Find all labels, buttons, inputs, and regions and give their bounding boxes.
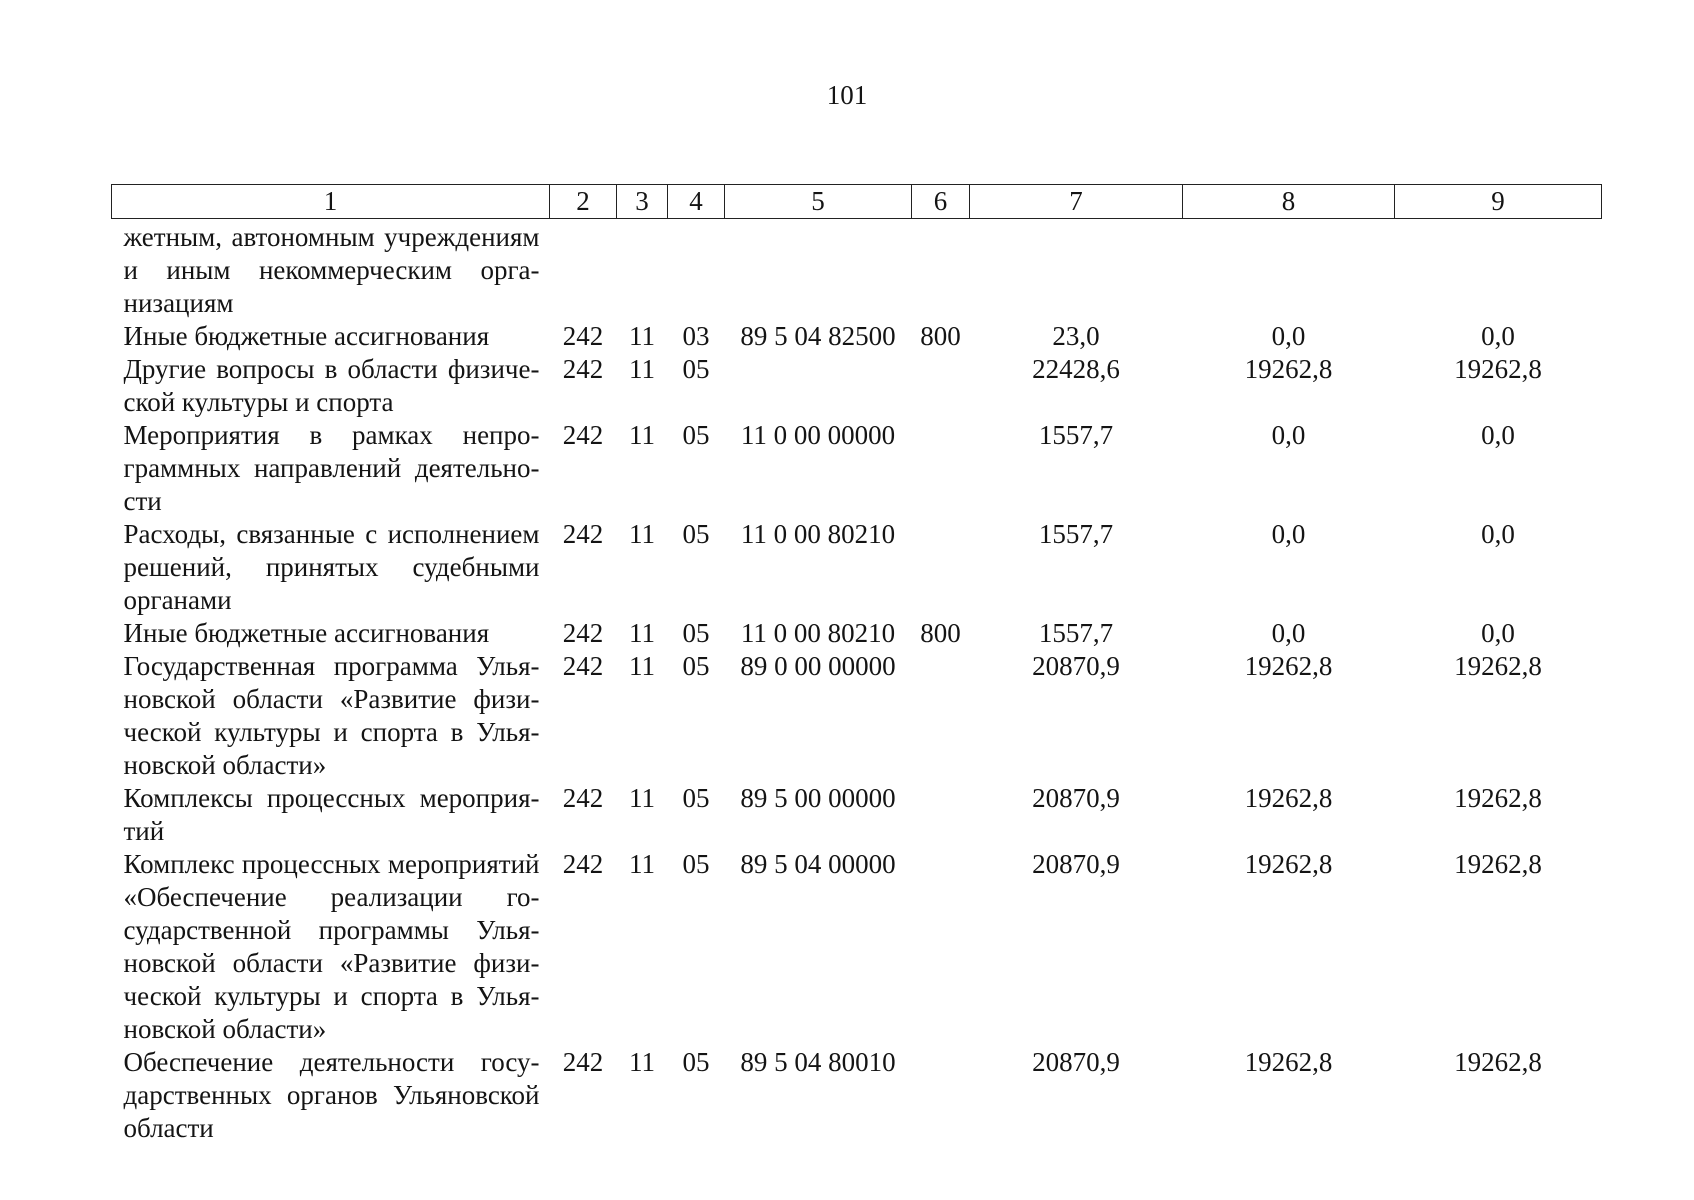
header-row [112,185,1602,219]
subsection-code: 05 [682,618,710,648]
amount-col-7: 22428,6 [1032,354,1120,384]
table-header [112,185,1602,219]
amount-col-9: 19262,8 [1454,849,1542,879]
amount-col-7: 20870,9 [1032,651,1120,681]
expense-type-code [912,518,970,617]
amount-col-8 [1183,219,1395,321]
amount-col-9: 19262,8 [1454,783,1542,813]
amount-col-8: 19262,8 [1244,783,1333,813]
table-body [112,219,1602,1146]
expense-type-code [912,219,970,321]
item-name: Другие вопросы в области физической культуры и спорта [123,354,540,417]
section-code: 11 [629,783,655,813]
ministry-code: 242 [562,420,604,450]
table-row [112,219,1602,321]
expense-type-code [912,782,970,848]
item-name: Иные бюджетные ассигнования [123,618,490,648]
expense-type-code: 800 [920,618,961,648]
expense-type-code [912,848,970,1046]
amount-col-7 [970,219,1183,321]
subsection-code [668,219,725,321]
section-code: 11 [629,618,655,648]
amount-col-9: 0,0 [1481,519,1515,549]
ministry-code: 242 [562,849,604,879]
item-name: жетным, автономным учреждениям и иным некоммерческим организациям [123,222,540,318]
section-code: 11 [629,354,655,384]
ministry-code: 242 [562,1047,604,1077]
amount-col-7: 1557,7 [1038,519,1114,549]
ministry-code: 242 [562,354,604,384]
subsection-code: 05 [682,849,710,879]
expense-type-code [912,419,970,518]
column-header-3: 3 [617,185,668,219]
expense-type-code: 800 [920,321,961,351]
amount-col-8: 0,0 [1271,618,1306,648]
item-name: Обеспечение деятельности государственных органов Ульяновской области [123,1047,540,1143]
table-row [112,320,1602,353]
section-code: 11 [629,849,655,879]
amount-col-8: 19262,8 [1244,849,1333,879]
column-header-6: 6 [912,185,970,219]
amount-col-9 [1395,219,1602,321]
subsection-code: 05 [682,651,710,681]
amount-col-9: 19262,8 [1454,1047,1542,1077]
section-code: 11 [629,1047,655,1077]
target-article-code: 11 0 00 80210 [740,519,896,549]
section-code: 11 [629,519,655,549]
column-header-7: 7 [970,185,1183,219]
ministry-code [550,219,617,321]
subsection-code: 05 [682,783,710,813]
table-row [112,1046,1602,1145]
column-header-4: 4 [668,185,725,219]
table-row [112,848,1602,1046]
amount-col-8: 19262,8 [1244,354,1333,384]
amount-col-8: 0,0 [1271,519,1306,549]
ministry-code: 242 [562,651,604,681]
section-code: 11 [629,321,655,351]
amount-col-8: 0,0 [1271,420,1306,450]
ministry-code: 242 [562,618,604,648]
target-article-code: 11 0 00 80210 [740,618,896,648]
table-row [112,353,1602,419]
amount-col-7: 1557,7 [1038,420,1114,450]
column-header-2: 2 [550,185,617,219]
section-code: 11 [629,651,655,681]
amount-col-7: 20870,9 [1032,1047,1120,1077]
target-article-code [725,219,912,321]
amount-col-8: 0,0 [1271,321,1306,351]
ministry-code: 242 [562,783,604,813]
target-article-code: 89 5 04 80010 [740,1047,896,1077]
budget-table [111,184,1602,1145]
amount-col-7: 20870,9 [1032,783,1120,813]
target-article-code: 89 5 04 00000 [740,849,896,879]
amount-col-9: 0,0 [1481,420,1515,450]
target-article-code: 89 0 00 00000 [740,651,896,681]
item-name: Иные бюджетные ассигнования [123,321,490,351]
item-name: Комплекс процессных мероприятий «Обеспечение реализации государственной программы Ульяновской области «Развитие физической культуры и спорта в Ульяновской области» [123,849,540,1044]
amount-col-8: 19262,8 [1244,651,1333,681]
table-row [112,518,1602,617]
amount-col-7: 1557,7 [1038,618,1114,648]
subsection-code: 05 [682,1047,710,1077]
amount-col-9: 19262,8 [1454,651,1542,681]
target-article-code [725,353,912,419]
table-row [112,419,1602,518]
expense-type-code [912,1046,970,1145]
table-row [112,782,1602,848]
column-header-8: 8 [1183,185,1395,219]
subsection-code: 05 [682,354,710,384]
column-header-1: 1 [112,185,550,219]
section-code: 11 [629,420,655,450]
table-row [112,650,1602,782]
expense-type-code [912,353,970,419]
target-article-code: 11 0 00 00000 [740,420,896,450]
amount-col-7: 20870,9 [1032,849,1120,879]
item-name: Государственная программа Ульяновской области «Развитие физической культуры и спорта в Ульяновской области» [123,651,540,780]
ministry-code: 242 [562,321,604,351]
subsection-code: 03 [682,321,710,351]
amount-col-9: 0,0 [1481,618,1515,648]
amount-col-9: 19262,8 [1454,354,1542,384]
item-name: Мероприятия в рамках непрограммных направлений деятельности [123,420,540,516]
target-article-code: 89 5 00 00000 [740,783,896,813]
item-name: Расходы, связанные с исполнением решений, принятых судебными органами [123,519,540,615]
page-number: 101 [826,80,868,110]
amount-col-7: 23,0 [1052,321,1100,351]
table-row [112,617,1602,650]
column-header-9: 9 [1395,185,1602,219]
target-article-code: 89 5 04 82500 [740,321,896,351]
amount-col-9: 0,0 [1481,321,1515,351]
expense-type-code [912,650,970,782]
subsection-code: 05 [682,519,710,549]
column-header-5: 5 [725,185,912,219]
subsection-code: 05 [682,420,710,450]
item-name: Комплексы процессных мероприятий [123,783,540,846]
amount-col-8: 19262,8 [1244,1047,1333,1077]
ministry-code: 242 [562,519,604,549]
section-code [617,219,668,321]
